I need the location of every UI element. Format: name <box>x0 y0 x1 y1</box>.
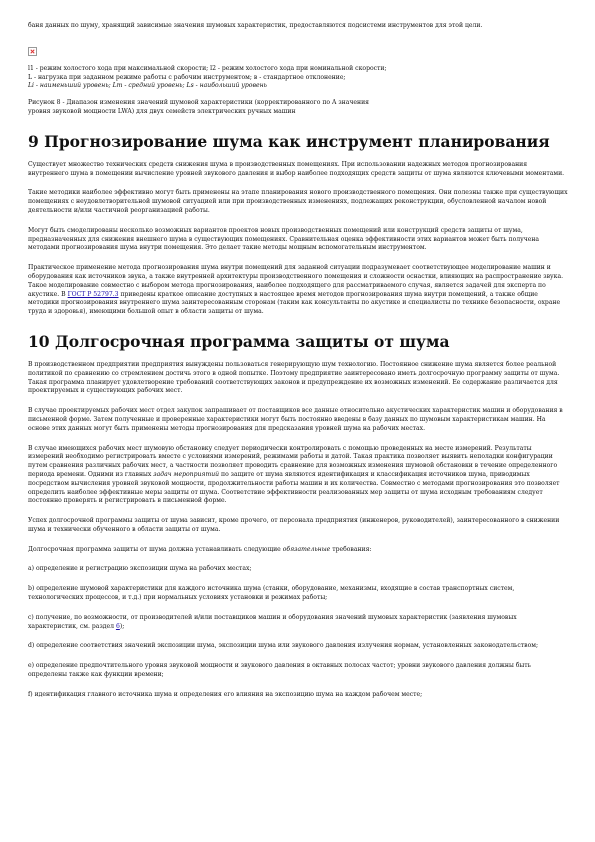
broken-image-icon <box>28 47 37 56</box>
list-item-e: e) определение предпочтительного уровня звуковой мощности и звукового давления в октавных полосах частот; уровни звукового давления должны быть определены также как функции времени; <box>28 662 531 679</box>
document-page <box>28 22 568 700</box>
section-10-paragraph-2: В случае проектируемых рабочих мест отдел закупок запрашивает от поставщиков все данные относительно акустических характеристик машин и оборудования в письменной форме. Затем полученные и проверенные характеристики могут быть постоянно введены в базу данных по шумовым характеристикам машин. На основе этих данных могут быть применены методы прогнозирования для предсказания уровней шума на рабочих местах. <box>28 407 563 432</box>
figure-caption-line-2: уровня звуковой мощности LWA) для двух семейств электрических ручных машин <box>28 107 296 115</box>
section-10-paragraph-3: В случае имеющихся рабочих мест шумовую обстановку следует периодически контролировать с помощью проведенных на месте измерений. Результаты измерений необходимо регистрировать вместе с условиями измерений, режимами работы и датой. Такая практика позволяет выявить неполадки конфигурации путем сравнения различных рабочих мест, а частности позволяет проводить сравнение для возможных изменения шумовой обстановки в течение определенного периода времени. Одними из главных задач мероприятий по защите от шума являются идентификация и классификация источников шума, приводимых посредством вычисления уровней звуковой мощности, продолжительности работы машин и их количества. Совместно с методами прогнозирования это позволяет определить наиболее эффективные меры защиты от шума. Соответствие эффективности реализованных мер защиты от шума исходным требованиям следует постоянно проверять и регистрировать в письменной форме. <box>28 444 560 505</box>
list-item-a: а) определение и регистрацию экспозиции шума на рабочих местах; <box>28 565 252 573</box>
figure-caption-line-1: Рисунок 8 - Диапазон изменения значений шумовой характеристики (корректированного по A значения <box>28 99 369 107</box>
section-9-paragraph-2: Такие методики наиболее эффективно могут быть применены на этапе планирования нового производственного помещения. Они полезны также при существующих помещениях с неудовлетворительной шумовой ситуацией или при производственных изменениях, подлежащих реконструкции, обусловленной началом новой деятельности и/или частичной реорганизацией работы. <box>28 189 568 214</box>
section-9-paragraph-1: Существует множество технических средств снижения шума в производственных помещениях. При использовании надежных методов прогнозирования внутреннего шума в помещении вычисление уровней звукового давления и выбор наиболее подходящих средств защиты от шума являются ключевыми моментами. <box>28 160 565 177</box>
section-10-paragraph-1: В производственном предприятии предприятия вынуждены пользоваться генерирующую шум технологию. Постоянное снижение шума является более реальной политикой по сравнению со стремлением достичь этого в одной попытке. Поэтому предприятие заинтересовано иметь долгосрочную программу защиты от шума. Такая программа планирует удовлетворение требований соответствующих законов и предупреждение их возможных изменений. Ее содержание различается для проектируемых и существующих рабочих мест. <box>28 360 560 395</box>
list-item-f: f) идентификация главного источника шума и определения его влияния на экспозицию шума на каждом рабочем месте; <box>28 690 423 698</box>
figure-legend-line-2: L - нагрузка при заданном режиме работы с рабочим инструментом; в - стандартное отклонение; <box>28 73 346 81</box>
gost-link[interactable]: ГОСТ Р 52797.3 <box>67 290 119 298</box>
intro-line: баня данных по шуму, хранящий зависимые значения шумовых характеристик, предоставляются подсистеми инструментов для этой цели. <box>28 22 483 29</box>
figure-legend-line-3: Li - наименьший уровень; Lm - средний уровень; Ls - наибольший уровень <box>28 82 267 90</box>
figure-legend-line-1: l1 - режим холостого хода при максимальной скорости; l2 - режим холостого хода при номинальной скорости; <box>28 64 387 72</box>
list-item-c: c) получение, по возможности, от производителей и/или поставщиков машин и оборудования значений шумовых характеристик (заявления шумовых характеристик, см. раздел 6); <box>28 613 517 630</box>
section-9-paragraph-4: Практическое применение метода прогнозирования шума внутри помещений для заданной ситуации подразумевает соответствующее моделирование машин и оборудования как источников звука, а также внутренней архитектуры производственного помещения и сложности оснастки, влияющих на распространение звука. Такое моделирование совместно с выбором метода прогнозирования, наиболее подходящего для рассматриваемого случая, является задачей для эксперта по акустике. В ГОСТ Р 52797.3 приведены краткое описание доступных в настоящее время методов прогнозирования шума внутри помещений, а также общие методики прогнозирования внутреннего шума заинтересованным сторонам (таким как консультанты по акустике и специалисты по технике безопасности, охране труда и здоровья), имеющими большой опыт в области защиты от шума. <box>28 264 564 316</box>
section-10-heading: 10 Долгосрочная программа защиты от шума <box>28 331 450 351</box>
section-10-paragraph-5: Долгосрочная программа защиты от шума должна устанавливать следующие обязательные требования: <box>28 545 372 553</box>
section-9-paragraph-3: Могут быть смоделированы несколько возможных вариантов проектов новых производственных помещений или конструкций средств защиты от шума, предназначенных для снижения внешнего шума в существующих помещениях. Сравнительная оценка эффективности этих вариантов может быть получена методами прогнозирования шума внутри помещения. Это делает такие методы мощным вспомогательным инструментом. <box>28 226 540 252</box>
list-item-d: d) определение соответствия значений экспозиции шума, экспозиции шума или звукового давления излучения нормам, установленных законодательством; <box>28 642 539 650</box>
section-10-paragraph-4: Успех долгосрочной программы защиты от шума зависит, кроме прочего, от персонала предприятия (инженеров, руководителей), заинтересованного в снижении шума и технически обученного в области защиты от шума. <box>28 517 560 533</box>
section-6-link[interactable]: 6 <box>115 622 120 630</box>
section-9-heading: 9 Прогнозирование шума как инструмент планирования <box>28 131 550 151</box>
list-item-b: b) определение шумовой характеристики для каждого источника шума (станки, оборудование, механизмы, входящие в состав транспортных систем, технологических процессов, и т.д.) при нормальных условиях установки и режимах работы; <box>28 585 515 602</box>
